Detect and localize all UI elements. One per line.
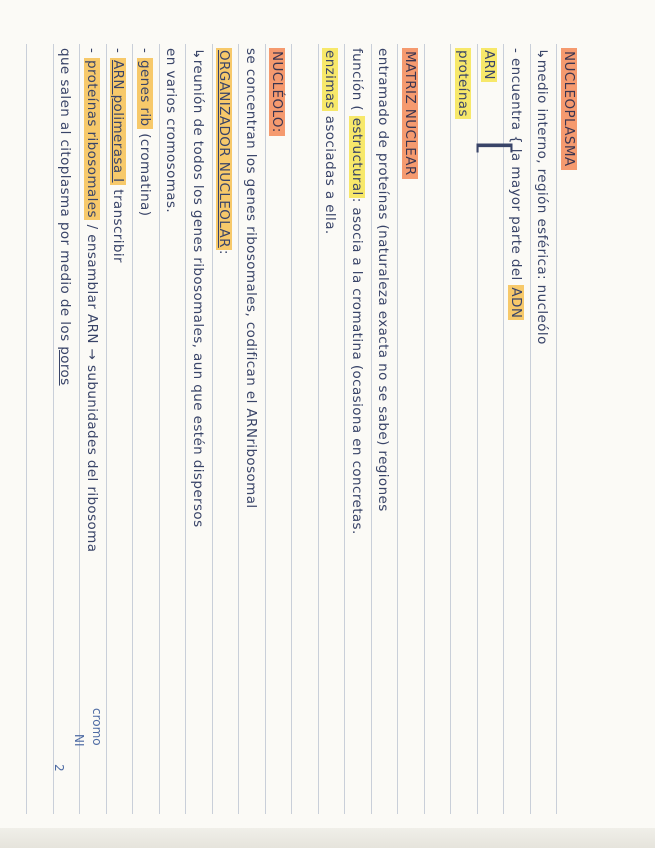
ruled-line [27, 44, 28, 814]
note-text: - [110, 48, 127, 58]
note-text: (cromatina) [137, 128, 153, 217]
highlighted-text: enzimas [322, 50, 339, 109]
note-line [238, 44, 264, 814]
highlighted-text: proteínas [455, 50, 471, 117]
note-text: : [216, 249, 233, 255]
note-text: poros [57, 346, 74, 386]
note-text: : asocia a la cromatina (ocasiona en concretas. [349, 197, 365, 535]
adjacent-page-text: cromo [90, 708, 104, 746]
note-text: que salen al citoplasma por medio de los [57, 48, 74, 347]
note-line [185, 44, 211, 814]
note-line [344, 44, 370, 814]
note-text: ↳medio interno, región esférica: nucleólo [534, 48, 551, 345]
note-text: - [137, 48, 153, 58]
note-line [212, 44, 238, 814]
note-line [503, 44, 529, 814]
highlighted-text: NUCLÉOLO: [270, 48, 286, 136]
note-text: - [84, 48, 100, 58]
note-line [159, 44, 185, 814]
note-text: entramado de proteínas (naturaleza exacta no se sabe) regiones [375, 48, 392, 512]
adjacent-page-text: NI [72, 734, 86, 747]
note-text: se concentran los genes ribosomales, codifican el ARNribosomal [243, 48, 259, 509]
note-text: / ensamblar ARN → subunidades del ribosoma [84, 219, 100, 553]
highlighted-text: proteínas ribosomales [84, 59, 100, 218]
note-line [424, 44, 450, 814]
adjacent-page-text: 2 [52, 764, 66, 772]
highlighted-text: ADN [508, 287, 524, 319]
highlighted-text: MATRIZ NUCLEAR [402, 48, 418, 179]
note-line [556, 44, 582, 814]
note-line [291, 44, 317, 814]
note-line [79, 44, 105, 814]
note-line [530, 44, 556, 814]
note-line [450, 44, 476, 814]
adjacent-page-corner [40, 704, 110, 814]
note-text: transcribir [110, 184, 127, 263]
note-line [106, 44, 132, 814]
note-text: función ( [349, 48, 365, 116]
note-line [53, 44, 79, 814]
highlighted-text: genes rib [137, 59, 153, 127]
note-line [318, 44, 344, 814]
note-line [132, 44, 158, 814]
notebook-page [40, 44, 588, 814]
highlighted-text: estructural [349, 117, 365, 196]
note-line [397, 44, 423, 814]
note-line [477, 44, 503, 814]
note-text: - encuentra { la mayor parte del [508, 48, 524, 286]
note-text: en varios cromosomas. [163, 48, 180, 214]
highlighted-text: NUCLEOPLASMA [561, 48, 577, 170]
highlighted-text: ORGANIZADOR NUCLEOLAR [216, 50, 233, 248]
highlighted-text: ARN [481, 50, 498, 80]
page-edge [0, 828, 655, 848]
note-line [265, 44, 291, 814]
highlighted-text: ARN polimerasa I [110, 59, 127, 183]
note-text: ↳reunión de todos los genes ribosomales, aun que estén dispersos [190, 48, 206, 528]
note-line [371, 44, 397, 814]
note-text: asociadas a ella. [322, 110, 339, 235]
brace-mark: [ [472, 140, 518, 156]
